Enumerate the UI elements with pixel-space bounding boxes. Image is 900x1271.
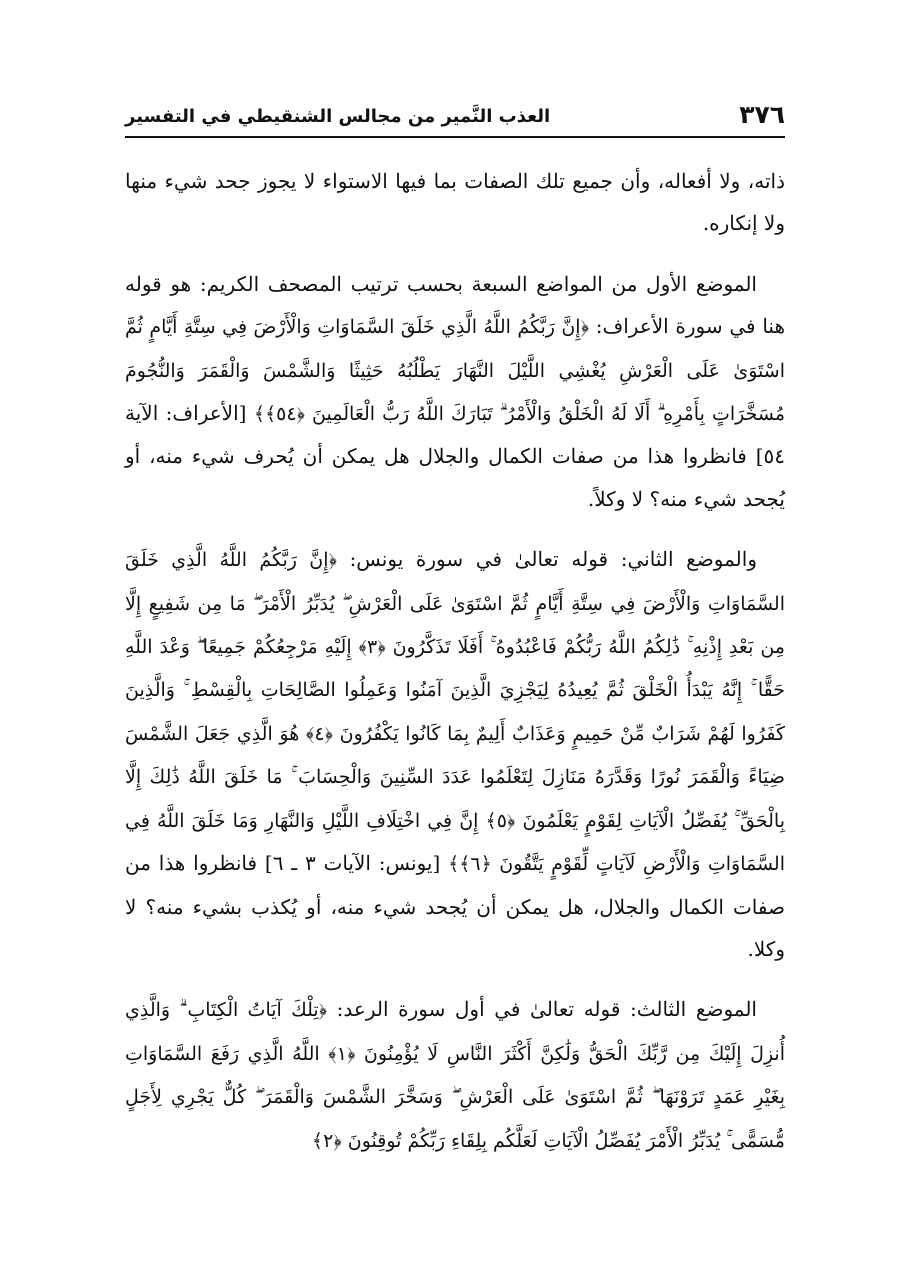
quran-verse: ﴿تِلْكَ آيَاتُ الْكِتَابِ ۗ وَالَّذِي أُنزِلَ إِلَيْكَ مِن رَّبِّكَ الْحَقُّ وَلَٰكِنَّ أَكْثَرَ النَّاسِ لَا يُؤْمِنُونَ ﴿١﴾ اللَّهُ الَّذِي رَفَعَ السَّمَاوَاتِ بِغَيْرِ عَمَدٍ تَرَوْنَهَا ۖ ثُمَّ اسْتَوَىٰ عَلَى الْعَرْشِ ۖ وَسَخَّرَ الشَّمْسَ وَالْقَمَرَ ۖ كُلٌّ يَجْرِي لِأَجَلٍ مُّسَمًّى ۚ يُدَبِّرُ الْأَمْرَ يُفَصِّلُ الْآيَاتِ لَعَلَّكُم بِلِقَاءِ رَبِّكُمْ تُوقِنُونَ ﴿٢﴾: [125, 999, 786, 1152]
paragraph-outro-text: [يونس: الآيات ٣ ـ ٦] فانظروا هذا من صفات الكمال والجلال، هل يمكن أن يُجحد شيء منه، أو يُكذب بشيء منه؟ لا وكلا.: [125, 851, 785, 961]
paragraph-text: ذاته، ولا أفعاله، وأن جميع تلك الصفات بما فيها الاستواء لا يجوز جحد شيء منها ولا إنكاره.: [125, 169, 785, 236]
running-header: [125, 100, 785, 138]
book-page: [125, 100, 785, 1180]
book-title: العذب النَّمير من مجالس الشنقيطي في التفسير: [125, 106, 551, 127]
quran-verse: ﴿إِنَّ رَبَّكُمُ اللَّهُ الَّذِي خَلَقَ السَّمَاوَاتِ وَالْأَرْضَ فِي سِتَّةِ أَيَّامٍ ثُمَّ اسْتَوَىٰ عَلَى الْعَرْشِ ۖ يُدَبِّرُ الْأَمْرَ ۖ مَا مِن شَفِيعٍ إِلَّا مِن بَعْدِ إِذْنِهِ ۚ ذَٰلِكُمُ اللَّهُ رَبُّكُمْ فَاعْبُدُوهُ ۚ أَفَلَا تَذَكَّرُونَ ﴿٣﴾ إِلَيْهِ مَرْجِعُكُمْ جَمِيعًا ۖ وَعْدَ اللَّهِ حَقًّا ۚ إِنَّهُ يَبْدَأُ الْخَلْقَ ثُمَّ يُعِيدُهُ لِيَجْزِيَ الَّذِينَ آمَنُوا وَعَمِلُوا الصَّالِحَاتِ بِالْقِسْطِ ۚ وَالَّذِينَ كَفَرُوا لَهُمْ شَرَابٌ مِّنْ حَمِيمٍ وَعَذَابٌ أَلِيمٌ بِمَا كَانُوا يَكْفُرُونَ ﴿٤﴾ هُوَ الَّذِي جَعَلَ الشَّمْسَ ضِيَاءً وَالْقَمَرَ نُورًا وَقَدَّرَهُ مَنَازِلَ لِتَعْلَمُوا عَدَدَ السِّنِينَ وَالْحِسَابَ ۚ مَا خَلَقَ اللَّهُ ذَٰلِكَ إِلَّا بِالْحَقِّ ۚ يُفَصِّلُ الْآيَاتِ لِقَوْمٍ يَعْلَمُونَ ﴿٥﴾ إِنَّ فِي اخْتِلَافِ اللَّيْلِ وَالنَّهَارِ وَمَا خَلَقَ اللَّهُ فِي السَّمَاوَاتِ وَالْأَرْضِ لَآيَاتٍ لِّقَوْمٍ يَتَّقُونَ ﴿٦﴾﴾: [125, 549, 786, 876]
paragraph-second-position: [125, 538, 785, 970]
paragraph-intro: [125, 160, 785, 245]
paragraph-intro-text: الموضع الثالث: قوله تعالىٰ في أول سورة الرعد:: [327, 997, 757, 1022]
paragraph-outro-text: [الأعراف: الآية ٥٤] فانظروا هذا من صفات الكمال والجلال هل يمكن أن يُحرف شيء منه، أو يُجحد شيء منه؟ لا وكلاً.: [125, 401, 785, 511]
paragraph-third-position: [125, 988, 785, 1162]
paragraph-first-position: [125, 263, 785, 520]
paragraph-intro-text: والموضع الثاني: قوله تعالىٰ في سورة يونس:: [336, 547, 757, 572]
page-number: ٣٧٦: [739, 100, 785, 129]
quran-verse: ﴿إِنَّ رَبَّكُمُ اللَّهُ الَّذِي خَلَقَ السَّمَاوَاتِ وَالْأَرْضَ فِي سِتَّةِ أَيَّامٍ ثُمَّ اسْتَوَىٰ عَلَى الْعَرْشِ يُغْشِي اللَّيْلَ النَّهَارَ يَطْلُبُهُ حَثِيثًا وَالشَّمْسَ وَالْقَمَرَ وَالنُّجُومَ مُسَخَّرَاتٍ بِأَمْرِهِ ۗ أَلَا لَهُ الْخَلْقُ وَالْأَمْرُ ۗ تَبَارَكَ اللَّهُ رَبُّ الْعَالَمِينَ ﴿٥٤﴾﴾: [125, 316, 786, 426]
paragraph-intro-text: الموضع الأول من المواضع السبعة بحسب ترتيب المصحف الكريم: هو قوله هنا في سورة الأعراف:: [125, 271, 785, 339]
